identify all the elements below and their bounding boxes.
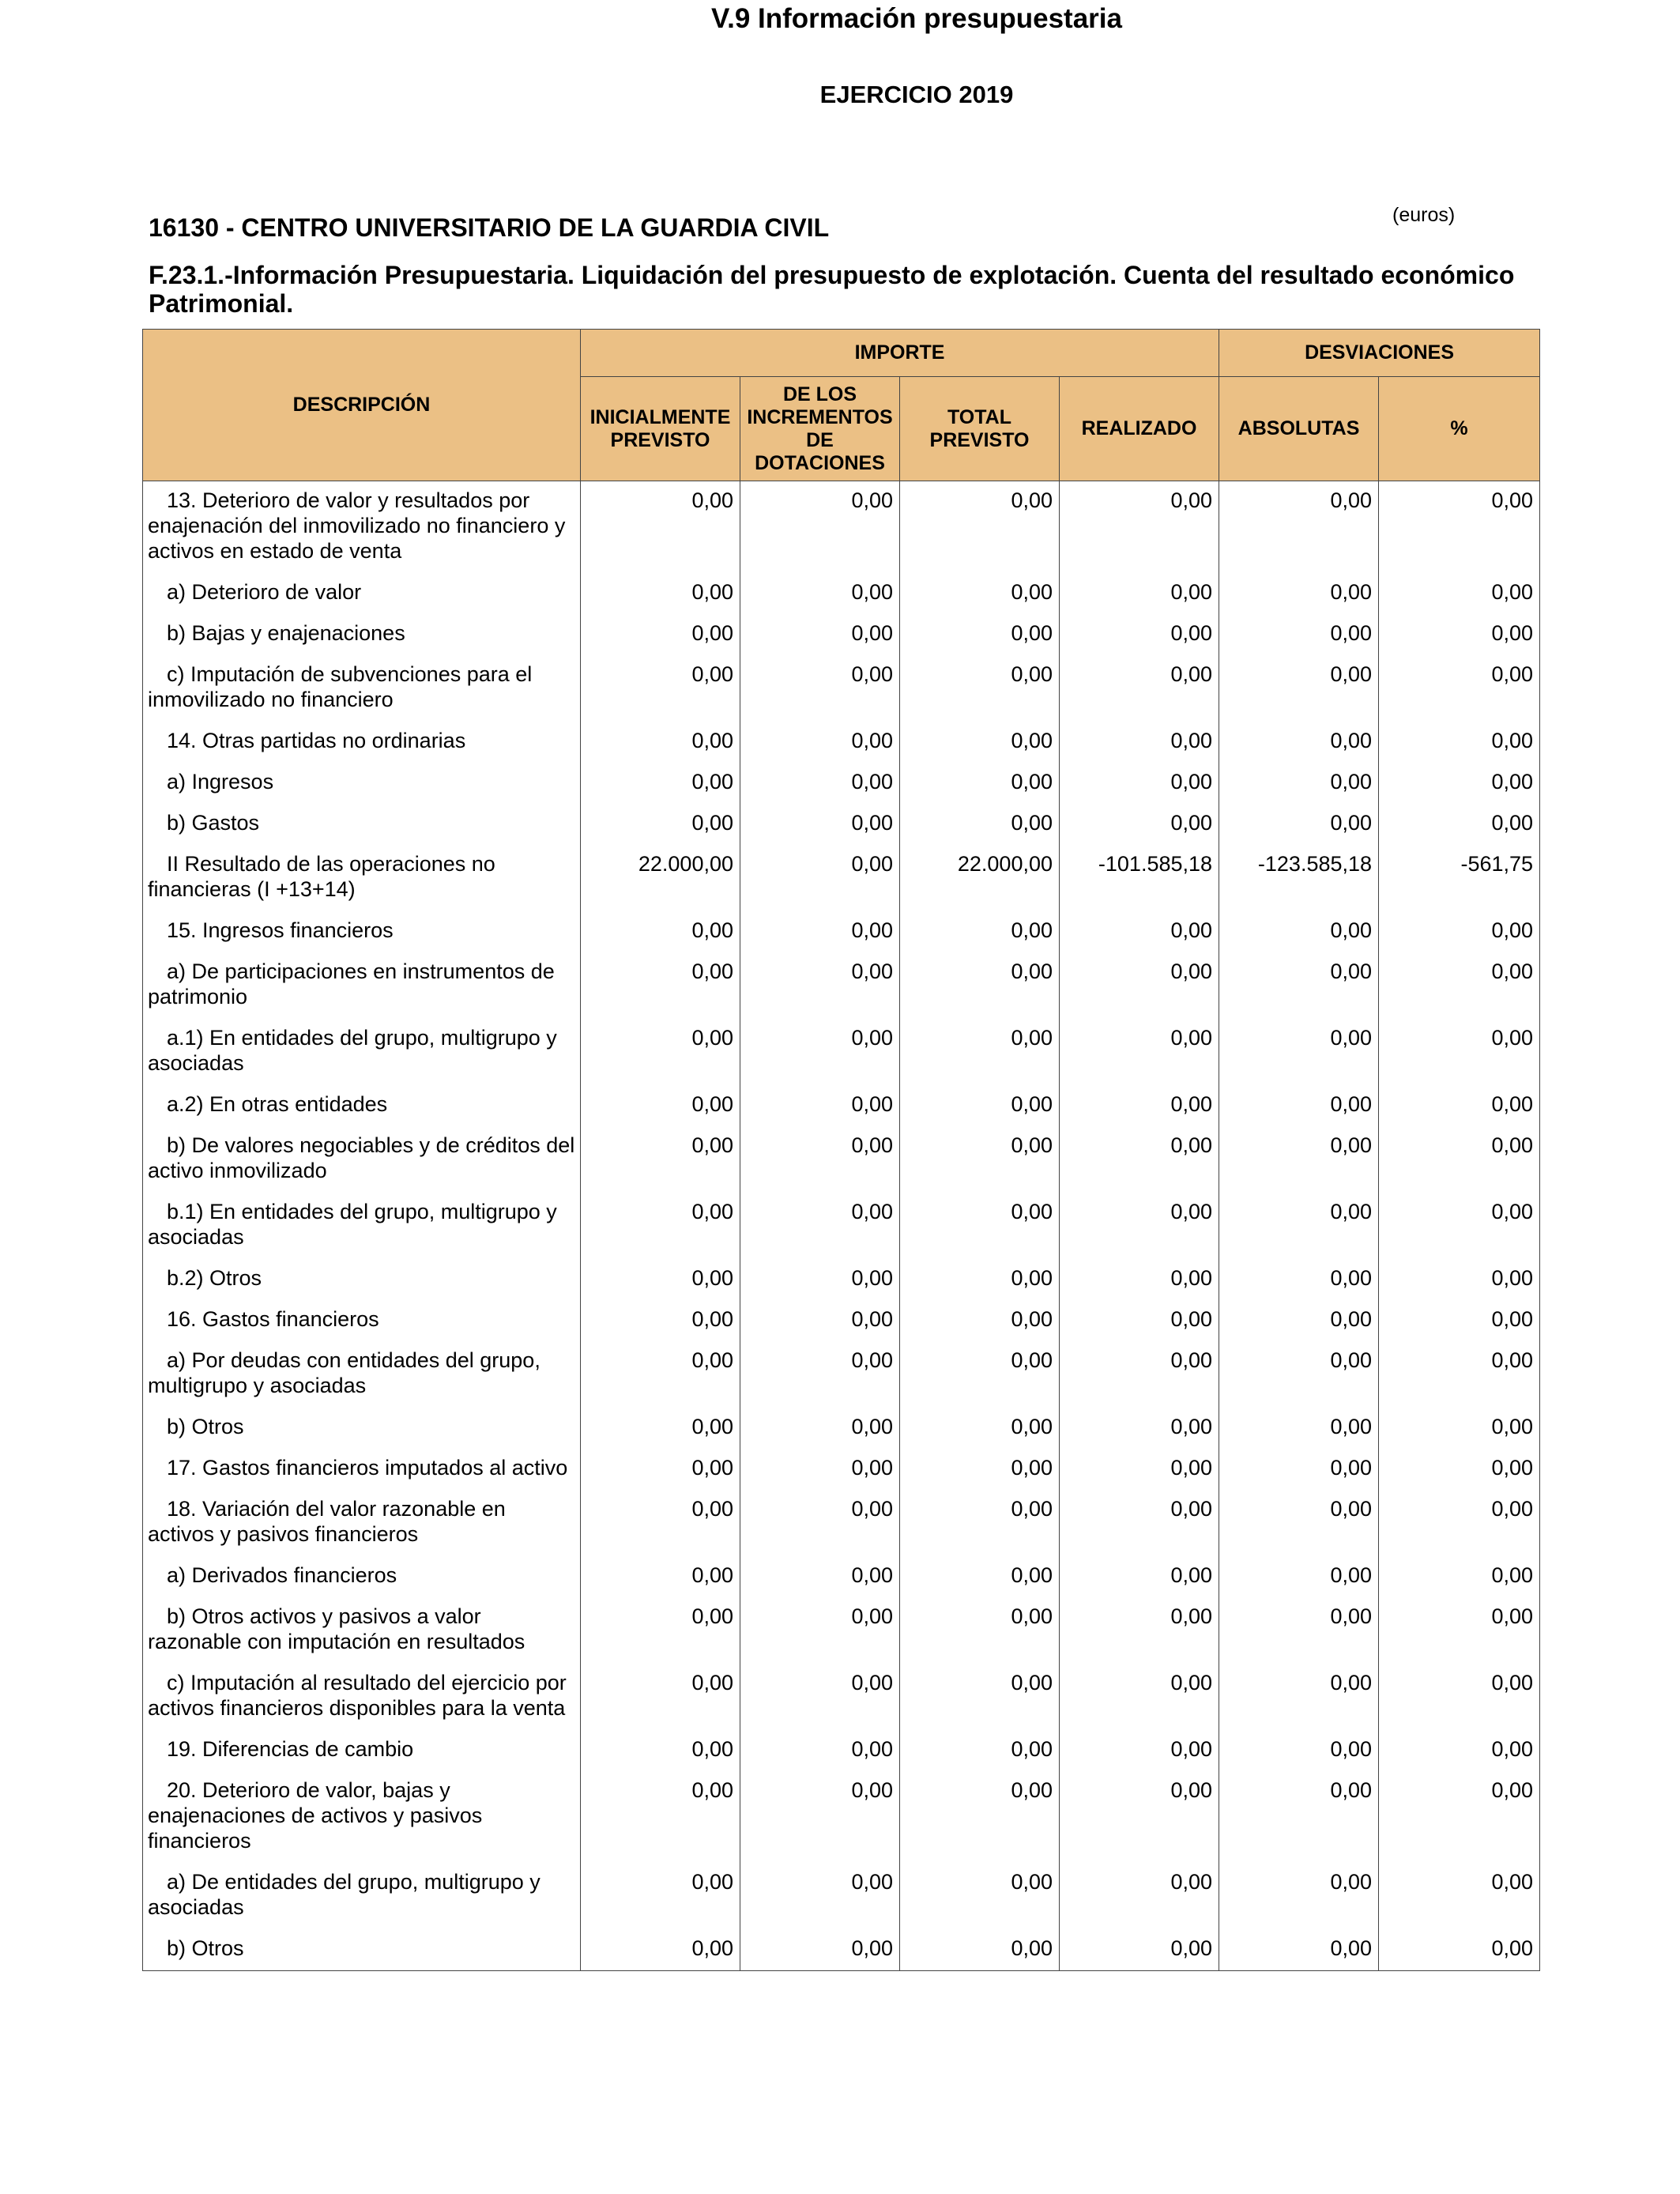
row-value: 0,00 — [1379, 1085, 1540, 1126]
row-value: 0,00 — [740, 1341, 900, 1408]
header-porcentaje: % — [1379, 377, 1540, 481]
row-value: 0,00 — [900, 1664, 1060, 1730]
header-total-previsto: TOTAL PREVISTO — [900, 377, 1060, 481]
row-value: 0,00 — [581, 1490, 740, 1556]
report-subtitle: F.23.1.-Información Presupuestaria. Liquidación del presupuesto de explotación. Cuenta del resultado económico Patrimonial. — [149, 261, 1515, 318]
table-row — [143, 1929, 1540, 1971]
row-description: 20. Deterioro de valor, bajas y enajenaciones de activos y pasivos financieros — [143, 1771, 581, 1863]
table-row — [143, 1085, 1540, 1126]
row-value: 0,00 — [1219, 1863, 1379, 1929]
row-value: 0,00 — [1219, 655, 1379, 722]
row-value: 0,00 — [581, 1300, 740, 1341]
row-value: 0,00 — [1219, 952, 1379, 1019]
row-description: a) Derivados financieros — [143, 1556, 581, 1597]
row-description: b) Otros — [143, 1929, 581, 1971]
row-value: 0,00 — [1219, 1771, 1379, 1863]
row-value: 0,00 — [1379, 804, 1540, 845]
row-value: 0,00 — [1060, 1408, 1219, 1449]
row-value: 0,00 — [900, 1126, 1060, 1193]
row-value: 0,00 — [1379, 1408, 1540, 1449]
table-row — [143, 573, 1540, 614]
row-description: a) Deterioro de valor — [143, 573, 581, 614]
row-value: 0,00 — [581, 1259, 740, 1300]
row-value: 0,00 — [1379, 655, 1540, 722]
row-description: b) Gastos — [143, 804, 581, 845]
row-value: 0,00 — [1060, 804, 1219, 845]
header-incrementos: DE LOS INCREMENTOS DE DOTACIONES — [740, 377, 900, 481]
table-row — [143, 655, 1540, 722]
row-value: 0,00 — [900, 481, 1060, 574]
row-value: 0,00 — [1379, 1556, 1540, 1597]
row-value: 0,00 — [900, 1408, 1060, 1449]
header-realizado: REALIZADO — [1060, 377, 1219, 481]
row-value: 0,00 — [581, 1556, 740, 1597]
row-value: 0,00 — [900, 763, 1060, 804]
table-row — [143, 1408, 1540, 1449]
row-value: 0,00 — [900, 1259, 1060, 1300]
row-description: a) De entidades del grupo, multigrupo y asociadas — [143, 1863, 581, 1929]
row-description: 14. Otras partidas no ordinarias — [143, 722, 581, 763]
row-value: 0,00 — [740, 1019, 900, 1085]
row-value: 0,00 — [1379, 1929, 1540, 1971]
row-value: 0,00 — [740, 1597, 900, 1664]
row-value: 0,00 — [1060, 722, 1219, 763]
table-row — [143, 1259, 1540, 1300]
row-value: 0,00 — [581, 1085, 740, 1126]
row-description: a) De participaciones en instrumentos de patrimonio — [143, 952, 581, 1019]
row-value: 0,00 — [1219, 763, 1379, 804]
table-row — [143, 1664, 1540, 1730]
row-value: 0,00 — [900, 1929, 1060, 1971]
table-row — [143, 614, 1540, 655]
row-value: 0,00 — [1219, 1193, 1379, 1259]
row-value: 0,00 — [1379, 952, 1540, 1019]
header-descripcion: DESCRIPCIÓN — [143, 330, 581, 481]
row-value: 0,00 — [1219, 1597, 1379, 1664]
row-value: 0,00 — [1060, 1490, 1219, 1556]
row-value: 0,00 — [1060, 655, 1219, 722]
row-value: 0,00 — [740, 1085, 900, 1126]
row-value: 0,00 — [1219, 1341, 1379, 1408]
row-value: 0,00 — [740, 1490, 900, 1556]
row-value: 0,00 — [581, 1408, 740, 1449]
row-value: 22.000,00 — [581, 845, 740, 911]
row-value: 0,00 — [1219, 911, 1379, 952]
row-value: 0,00 — [581, 1019, 740, 1085]
row-value: 0,00 — [1219, 1664, 1379, 1730]
row-description: 13. Deterioro de valor y resultados por enajenación del inmovilizado no financiero y activos en estado de venta — [143, 481, 581, 574]
row-value: 0,00 — [1219, 1490, 1379, 1556]
table-row — [143, 952, 1540, 1019]
row-value: 0,00 — [1219, 1408, 1379, 1449]
row-description: b) Bajas y enajenaciones — [143, 614, 581, 655]
row-value: 0,00 — [1219, 1126, 1379, 1193]
row-value: 0,00 — [1060, 1341, 1219, 1408]
row-description: c) Imputación al resultado del ejercicio por activos financieros disponibles para la venta — [143, 1664, 581, 1730]
row-value: 0,00 — [1379, 1126, 1540, 1193]
row-value: 0,00 — [1219, 1019, 1379, 1085]
table-body — [143, 481, 1540, 1971]
table-row — [143, 1556, 1540, 1597]
row-description: II Resultado de las operaciones no financieras (I +13+14) — [143, 845, 581, 911]
row-value: 0,00 — [900, 722, 1060, 763]
row-value: 0,00 — [581, 1597, 740, 1664]
row-value: 0,00 — [740, 481, 900, 574]
row-value: 0,00 — [1379, 614, 1540, 655]
row-value: 0,00 — [900, 1085, 1060, 1126]
row-value: 0,00 — [1219, 573, 1379, 614]
budget-table — [142, 329, 1540, 1971]
row-description: b.2) Otros — [143, 1259, 581, 1300]
row-value: 0,00 — [900, 655, 1060, 722]
row-value: 0,00 — [1379, 763, 1540, 804]
row-value: 0,00 — [581, 1929, 740, 1971]
row-value: 0,00 — [581, 1863, 740, 1929]
row-value: 0,00 — [900, 573, 1060, 614]
table-row — [143, 1730, 1540, 1771]
currency-unit: (euros) — [1392, 204, 1456, 226]
row-value: 0,00 — [1379, 1771, 1540, 1863]
row-value: 0,00 — [740, 1193, 900, 1259]
row-value: 0,00 — [900, 804, 1060, 845]
table-row — [143, 1449, 1540, 1490]
row-value: 0,00 — [1379, 1863, 1540, 1929]
table-row — [143, 1597, 1540, 1664]
exercise-year: EJERCICIO 2019 — [819, 81, 1014, 108]
row-description: b) Otros activos y pasivos a valor razonable con imputación en resultados — [143, 1597, 581, 1664]
table-row — [143, 1193, 1540, 1259]
row-value: 0,00 — [740, 1300, 900, 1341]
row-value: 0,00 — [1060, 952, 1219, 1019]
row-value: 0,00 — [1060, 614, 1219, 655]
row-value: -101.585,18 — [1060, 845, 1219, 911]
row-description: 16. Gastos financieros — [143, 1300, 581, 1341]
row-description: a.2) En otras entidades — [143, 1085, 581, 1126]
row-value: 0,00 — [1060, 573, 1219, 614]
row-value: 0,00 — [1219, 1300, 1379, 1341]
row-value: 0,00 — [581, 722, 740, 763]
row-value: 0,00 — [1060, 1863, 1219, 1929]
header-absolutas: ABSOLUTAS — [1219, 377, 1379, 481]
row-value: 0,00 — [1379, 1664, 1540, 1730]
row-value: 0,00 — [1379, 481, 1540, 574]
row-description: a) Por deudas con entidades del grupo, multigrupo y asociadas — [143, 1341, 581, 1408]
row-value: 0,00 — [581, 1664, 740, 1730]
header-inicialmente-previsto: INICIALMENTE PREVISTO — [581, 377, 740, 481]
row-value: 0,00 — [900, 1556, 1060, 1597]
row-value: 0,00 — [1379, 1019, 1540, 1085]
row-value: 0,00 — [900, 1490, 1060, 1556]
row-value: 0,00 — [740, 1126, 900, 1193]
row-value: 0,00 — [1379, 1193, 1540, 1259]
row-description: b) Otros — [143, 1408, 581, 1449]
row-value: 0,00 — [900, 1449, 1060, 1490]
row-value: 0,00 — [1060, 911, 1219, 952]
row-value: 0,00 — [1219, 804, 1379, 845]
table-row — [143, 722, 1540, 763]
row-value: 0,00 — [581, 1341, 740, 1408]
row-value: 0,00 — [1060, 763, 1219, 804]
row-value: 0,00 — [1219, 1085, 1379, 1126]
row-value: 0,00 — [1379, 1300, 1540, 1341]
row-value: 0,00 — [1219, 722, 1379, 763]
row-value: 0,00 — [1060, 1730, 1219, 1771]
row-value: 0,00 — [1219, 1259, 1379, 1300]
row-value: 0,00 — [740, 1929, 900, 1971]
table-row — [143, 763, 1540, 804]
table-row — [143, 1863, 1540, 1929]
row-value: 22.000,00 — [900, 845, 1060, 911]
row-value: 0,00 — [581, 573, 740, 614]
row-value: 0,00 — [1379, 911, 1540, 952]
row-value: 0,00 — [1219, 1929, 1379, 1971]
row-value: 0,00 — [740, 804, 900, 845]
row-value: 0,00 — [900, 1597, 1060, 1664]
row-value: 0,00 — [740, 614, 900, 655]
row-description: a) Ingresos — [143, 763, 581, 804]
row-value: 0,00 — [740, 722, 900, 763]
entity-name: 16130 - CENTRO UNIVERSITARIO DE LA GUARDIA CIVIL — [149, 213, 830, 242]
row-value: 0,00 — [581, 763, 740, 804]
row-value: 0,00 — [900, 1730, 1060, 1771]
table-row — [143, 1300, 1540, 1341]
row-value: 0,00 — [1060, 1085, 1219, 1126]
row-value: 0,00 — [1379, 722, 1540, 763]
table-row — [143, 1771, 1540, 1863]
row-value: 0,00 — [581, 614, 740, 655]
row-value: 0,00 — [1379, 1490, 1540, 1556]
row-value: 0,00 — [1379, 1341, 1540, 1408]
row-value: 0,00 — [581, 952, 740, 1019]
row-description: 19. Diferencias de cambio — [143, 1730, 581, 1771]
row-value: 0,00 — [1060, 1300, 1219, 1341]
row-description: b) De valores negociables y de créditos del activo inmovilizado — [143, 1126, 581, 1193]
row-value: 0,00 — [1379, 1449, 1540, 1490]
table-row — [143, 1019, 1540, 1085]
row-value: 0,00 — [1060, 1929, 1219, 1971]
row-value: 0,00 — [1219, 614, 1379, 655]
row-value: 0,00 — [900, 1019, 1060, 1085]
row-description: 15. Ingresos financieros — [143, 911, 581, 952]
row-value: 0,00 — [581, 1771, 740, 1863]
row-value: 0,00 — [740, 655, 900, 722]
row-value: 0,00 — [740, 1730, 900, 1771]
row-value: 0,00 — [1379, 1730, 1540, 1771]
row-value: 0,00 — [1060, 1019, 1219, 1085]
row-value: 0,00 — [740, 573, 900, 614]
row-value: 0,00 — [1060, 1126, 1219, 1193]
row-value: -561,75 — [1379, 845, 1540, 911]
row-value: 0,00 — [740, 911, 900, 952]
row-value: 0,00 — [1060, 1771, 1219, 1863]
row-value: 0,00 — [1219, 1556, 1379, 1597]
row-value: 0,00 — [740, 1449, 900, 1490]
row-value: 0,00 — [1060, 1597, 1219, 1664]
row-value: 0,00 — [1219, 481, 1379, 574]
row-value: 0,00 — [740, 1408, 900, 1449]
row-value: 0,00 — [581, 911, 740, 952]
table-row — [143, 1490, 1540, 1556]
row-value: 0,00 — [900, 1341, 1060, 1408]
row-value: 0,00 — [740, 1863, 900, 1929]
table-row — [143, 911, 1540, 952]
table-row — [143, 1126, 1540, 1193]
row-value: 0,00 — [900, 1193, 1060, 1259]
row-value: 0,00 — [900, 614, 1060, 655]
row-value: 0,00 — [740, 1556, 900, 1597]
row-value: 0,00 — [740, 1259, 900, 1300]
table-row — [143, 804, 1540, 845]
row-value: 0,00 — [1060, 1193, 1219, 1259]
row-value: 0,00 — [740, 1664, 900, 1730]
row-description: 17. Gastos financieros imputados al activo — [143, 1449, 581, 1490]
table-row — [143, 845, 1540, 911]
row-value: 0,00 — [1379, 573, 1540, 614]
row-value: 0,00 — [900, 952, 1060, 1019]
row-value: 0,00 — [1219, 1730, 1379, 1771]
row-value: 0,00 — [581, 481, 740, 574]
header-importe: IMPORTE — [581, 330, 1219, 377]
row-value: 0,00 — [581, 655, 740, 722]
row-value: 0,00 — [581, 1730, 740, 1771]
table-row — [143, 1341, 1540, 1408]
row-value: 0,00 — [740, 1771, 900, 1863]
table-row — [143, 481, 1540, 574]
row-value: 0,00 — [900, 1863, 1060, 1929]
row-value: 0,00 — [581, 1193, 740, 1259]
row-value: 0,00 — [1060, 1449, 1219, 1490]
row-description: a.1) En entidades del grupo, multigrupo y asociadas — [143, 1019, 581, 1085]
row-value: 0,00 — [900, 1771, 1060, 1863]
row-value: 0,00 — [1060, 1664, 1219, 1730]
row-value: 0,00 — [581, 804, 740, 845]
row-value: 0,00 — [900, 911, 1060, 952]
row-value: 0,00 — [740, 952, 900, 1019]
row-value: 0,00 — [740, 763, 900, 804]
row-value: 0,00 — [1060, 1259, 1219, 1300]
row-description: b.1) En entidades del grupo, multigrupo y asociadas — [143, 1193, 581, 1259]
row-value: 0,00 — [1060, 1556, 1219, 1597]
row-value: 0,00 — [581, 1126, 740, 1193]
row-value: 0,00 — [900, 1300, 1060, 1341]
row-value: 0,00 — [1379, 1597, 1540, 1664]
row-description: 18. Variación del valor razonable en activos y pasivos financieros — [143, 1490, 581, 1556]
row-value: 0,00 — [581, 1449, 740, 1490]
row-value: -123.585,18 — [1219, 845, 1379, 911]
row-value: 0,00 — [1219, 1449, 1379, 1490]
header-desviaciones: DESVIACIONES — [1219, 330, 1540, 377]
page-title: V.9 Información presupuestaria — [711, 3, 1122, 34]
row-value: 0,00 — [1060, 481, 1219, 574]
row-value: 0,00 — [740, 845, 900, 911]
row-description: c) Imputación de subvenciones para el inmovilizado no financiero — [143, 655, 581, 722]
row-value: 0,00 — [1379, 1259, 1540, 1300]
